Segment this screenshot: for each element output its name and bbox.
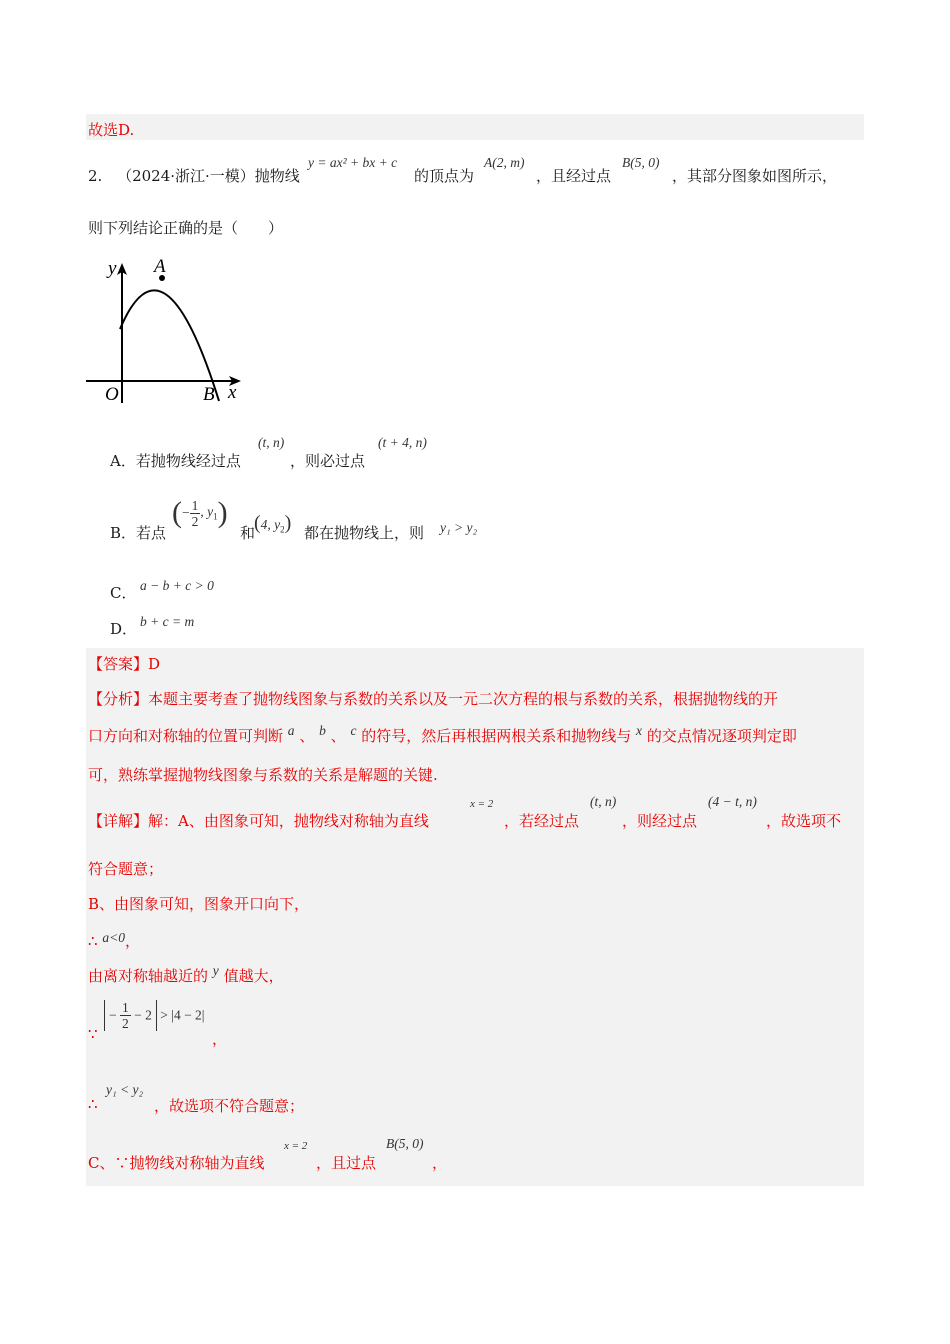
option-b-sub1: 1 [213, 511, 218, 522]
label-y: y [108, 258, 117, 279]
sep-2: 、 [330, 727, 346, 745]
c-point: B(5, 0) [386, 1136, 424, 1151]
sep-1: 、 [299, 727, 315, 745]
analysis-text-1: 本题主要考查了抛物线图象与系数的关系以及一元二次方程的根与系数的关系，根据抛物线的开 [148, 690, 779, 708]
c-line-a: C、∵抛物线对称轴为直线 [88, 1154, 265, 1172]
var-y: y [212, 963, 219, 978]
abs-minus: − [109, 1007, 117, 1023]
option-d: D． [110, 620, 138, 638]
analysis-label: 【分析】 [88, 690, 149, 708]
var-c: c [350, 723, 357, 738]
b-line-3 [88, 965, 284, 986]
label-a: A [154, 256, 166, 277]
abs-fraction [120, 1000, 131, 1031]
detail-text-1d: ，故选项不 [766, 812, 842, 830]
label-x: x [228, 382, 237, 403]
option-b-and: 和 [240, 524, 256, 542]
option-b-frac-den: 2 [191, 513, 199, 529]
prev-answer-block [86, 114, 864, 140]
analysis-text-2b: 的符号，然后再根据两根关系和抛物线与 [361, 727, 632, 745]
label-b: B [203, 384, 215, 405]
var-a: a [287, 723, 295, 738]
analysis-line-3: 可，熟练掌握抛物线图象与系数的关系是解题的关键. [88, 766, 438, 784]
question-point-b: B(5, 0) [622, 155, 660, 170]
abs-frac-num: 1 [122, 1000, 129, 1015]
b-line-3a: 由离对称轴越近的 [88, 967, 209, 985]
question-tail: ，其部分图象如图所示， [672, 167, 838, 185]
question-number: 2. [88, 167, 103, 185]
question-source: （2024·浙江·一模）抛物线 [117, 167, 300, 185]
option-b-y: y [207, 504, 214, 520]
analysis-line-1 [88, 688, 778, 709]
var-x: x [636, 723, 643, 738]
option-b-inequality: y₁ > y₂ [440, 520, 478, 535]
y1-less-y2: y₁ < y₂ [106, 1082, 144, 1097]
detail-text-1b: ，若经过点 [504, 812, 580, 830]
option-b-frac-num: 1 [191, 497, 199, 513]
therefore-symbol-1: ∴ [88, 932, 98, 950]
option-b-point2-text: 4, y [260, 517, 281, 532]
option-a-point1: (t, n) [258, 435, 285, 450]
b-conclusion: ，故选项不符合题意； [154, 1097, 305, 1115]
detail-text-1c: ，则经过点 [622, 812, 698, 830]
c-axis: x = 2 [284, 1140, 308, 1152]
comma-2: ， [212, 1030, 228, 1048]
answer-label: 【答案】D [88, 655, 161, 673]
option-a-mid: ，则必过点 [290, 452, 366, 470]
question-line-1 [88, 165, 300, 186]
var-b: b [319, 723, 326, 738]
question-vertex-text: 的顶点为 [414, 167, 475, 185]
analysis-line-2 [88, 725, 797, 746]
c-line-c: ， [432, 1154, 448, 1172]
option-b-minus: − [182, 505, 190, 520]
analysis-text-2c: 的交点情况逐项判定即 [646, 727, 797, 745]
question-line-2: 则下列结论正确的是（ ） [88, 219, 284, 237]
because-symbol: ∵ [88, 1025, 98, 1043]
b-line-2 [88, 930, 140, 951]
prev-conclusion: 故选D. [88, 121, 135, 139]
therefore-symbol-2: ∴ [88, 1095, 98, 1113]
option-b-point2: (4, $y_2$) [254, 512, 292, 535]
option-b-sub2: 2 [280, 524, 285, 535]
detail-point-2: (4 − t, n) [708, 794, 757, 809]
a-less-zero: a<0 [102, 930, 125, 945]
detail-text-1a: 解：A、由图象可知，抛物线对称轴为直线 [148, 812, 429, 830]
option-b-mid: 都在抛物线上，则 [304, 524, 425, 542]
question-vertex: A(2, m) [484, 155, 525, 170]
abs-inequality [104, 1000, 205, 1031]
comma-1: ， [124, 932, 140, 950]
option-c-expr: a − b + c > 0 [140, 578, 214, 593]
abs-frac-den: 2 [122, 1016, 129, 1031]
detail-line-2: 符合题意； [88, 860, 164, 878]
question-pass-text: ，且经过点 [536, 167, 612, 185]
option-a-point2: (t + 4, n) [378, 435, 427, 450]
label-o: O [105, 384, 119, 405]
analysis-text-2a: 口方向和对称轴的位置可判断 [88, 727, 284, 745]
detail-line-1 [88, 810, 429, 831]
option-b-point1: (− $\frac{1}{2}$ , $y_1$) [172, 496, 228, 529]
detail-label: 【详解】 [88, 812, 149, 830]
detail-point-1: (t, n) [590, 794, 617, 809]
abs-minus2: − 2 [134, 1007, 152, 1023]
question-equation: y = ax² + bx + c [308, 155, 398, 170]
option-d-expr: b + c = m [140, 614, 195, 629]
c-line-b: ，且过点 [316, 1154, 377, 1172]
b-line-3b: 值越大， [223, 967, 284, 985]
option-c: C． [110, 584, 137, 602]
parabola-figure [84, 255, 254, 405]
option-b-fraction [190, 498, 201, 529]
option-a: A．若抛物线经过点 [110, 452, 241, 470]
detail-axis-eq: x = 2 [470, 798, 494, 810]
b-line-1: B、由图象可知，图象开口向下， [88, 895, 310, 913]
abs-gt: > |4 − 2| [160, 1007, 205, 1023]
option-b: B．若点 [110, 524, 167, 542]
